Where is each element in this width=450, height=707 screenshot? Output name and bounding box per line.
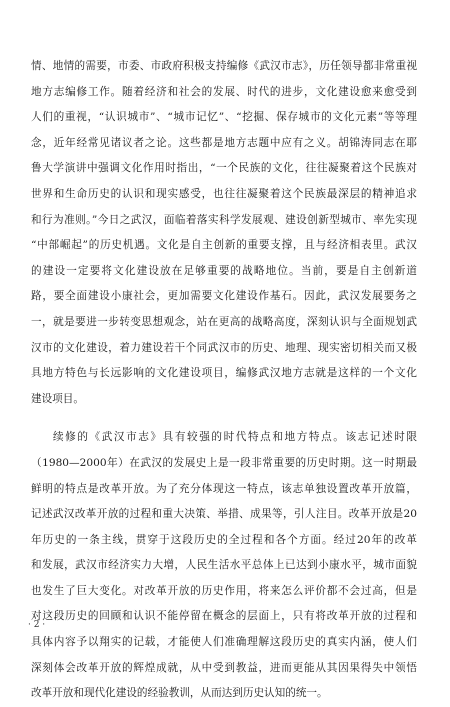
text-line: 具地方特色与长远影响的文化建设项目，编修武汉地方志就是这样的一个文化 [31,367,417,380]
paragraph-2 [31,425,417,707]
text-line: 记述武汉改革开放的过程和重大决策、举措、成果等，引人注目。改革开放是20 [31,508,417,521]
text-line: 具体内容予以翔实的记载，才能使人们准确理解这段历史的真实内涵，使人们 [31,636,417,649]
text-line: 人们的重视，“认识城市”、“城市记忆”、“挖掘、保存城市的文化元素”等等理 [31,111,417,124]
text-line: 鲜明的特点是改革开放。为了充分体现这一特点，该志单独设置改革开放篇， [31,482,417,495]
text-line: 一，就是要进一步转变思想观念，站在更高的战略高度，深刻认识与全面规划武 [31,315,417,328]
page-number: · 2 · [28,620,46,630]
text-line: 的建设一定要将文化建设放在足够重要的战略地位。当前，要是自主创新道 [31,264,417,277]
text-line: 建设项目。 [31,392,84,405]
text-line: 改革开放和现代化建设的经验教训，从而达到历史认知的统一。 [31,687,328,700]
text-line: 也发生了巨大变化。对改革开放的历史作用，将来怎么评价都不会过高，但是 [31,584,417,597]
text-line: （1980—2000年）在武汉的发展史上是一段非常重要的历史时期。这一时期最 [31,456,417,469]
text-line: 世界和生命历史的认识和现实感受，也往往凝聚着这个民族最深层的精神追求 [31,187,417,200]
text-line: 情、地情的需要，市委、市政府积极支持编修《武汉市志》，历任领导都非常重视 [31,60,417,72]
text-line: 和行为准则。”今日之武汉，面临着落实科学发展观、建设创新型城市、率先实现 [31,213,417,226]
text-line: 续修的《武汉市志》具有较强的时代特点和地方特点。该志记述时限 [53,431,417,444]
text-line: 地方志编修工作。随着经济和社会的发展、时代的进步，文化建设愈来愈受到 [31,85,417,98]
text-line: 汉市的文化建设，着力建设若干个同武汉市的历史、地理、现实密切相关而又极 [31,341,417,354]
paragraph-gap [31,412,417,425]
body-text [31,54,417,707]
text-line: “中部崛起”的历史机遇。文化是自主创新的重要支撑，且与经济相表里。武汉 [31,239,417,252]
text-line: 路，要全面建设小康社会，更加需要文化建设作基石。因此，武汉发展要务之 [31,290,417,303]
text-line: 深刻体会改革开放的辉煌成就，从中受到教益，进而更能从其因果得失中领悟 [31,661,417,674]
paragraph-1 [31,54,417,412]
text-line: 念，近年经常见诸议者之论。这些都是地方志题中应有之义。胡锦涛同志在耶 [31,136,417,149]
text-line: 鲁大学演讲中强调文化作用时指出，“一个民族的文化，往往凝聚着这个民族对 [31,162,417,175]
text-line: 年历史的一条主线，贯穿于这段历史的全过程和各个方面。经过20年的改革 [31,533,417,546]
text-line: 对这段历史的回顾和认识不能停留在概念的层面上，只有将改革开放的过程和 [31,610,417,623]
text-line: 和发展，武汉市经济实力大增，人民生活水平总体上已达到小康水平，城市面貌 [31,559,417,572]
